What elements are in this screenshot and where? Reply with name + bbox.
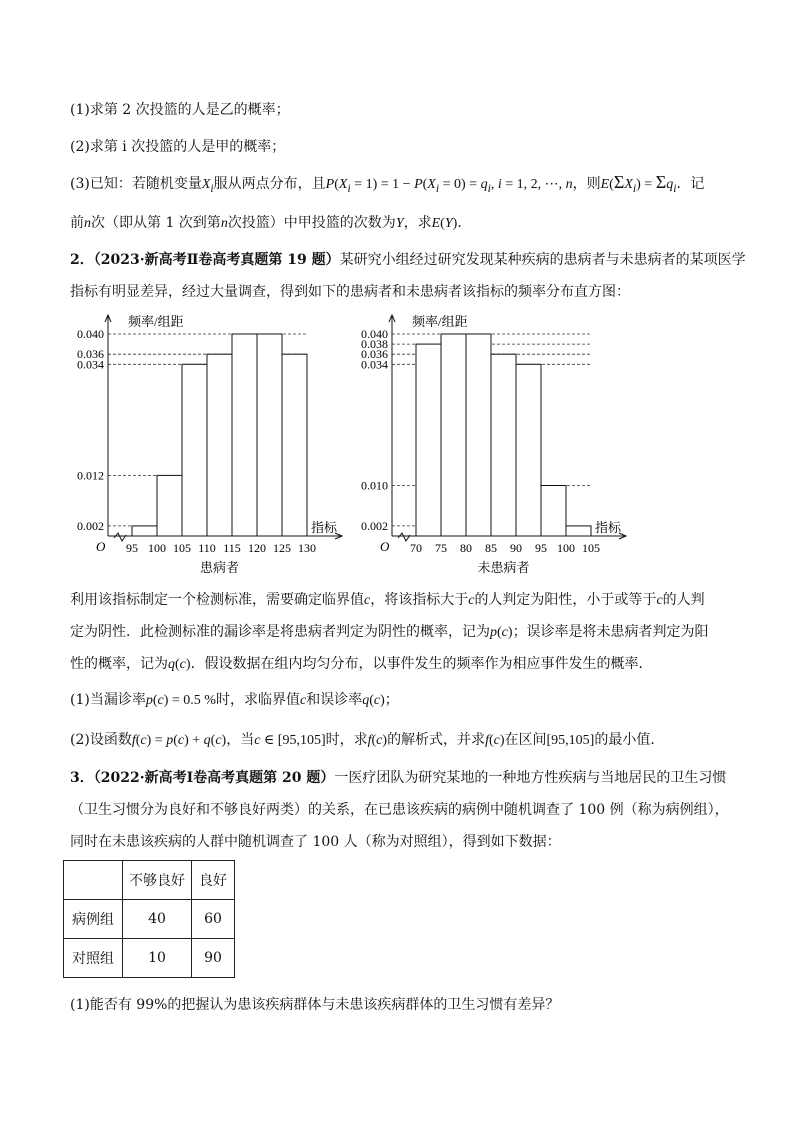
- x-axis-label: 指标: [595, 520, 622, 535]
- q1-sub3-c: ，则: [572, 176, 601, 192]
- x-tick-label: 95: [126, 541, 138, 555]
- table-row: [64, 900, 235, 939]
- table-header-cell: [64, 861, 123, 900]
- histogram-bar: [466, 334, 491, 536]
- y-axis-label: 频率/组距: [412, 314, 468, 329]
- table-row: [64, 939, 235, 978]
- y-tick-label: 0.034: [361, 357, 388, 372]
- x-tick-label: 130: [298, 541, 316, 555]
- axis-break-mark: [398, 533, 410, 541]
- q2-line1: [70, 250, 746, 270]
- q3-source: （2022·新高考Ⅰ卷高考真题第 20 题）: [93, 770, 335, 786]
- q2-l5b: ．假设数据在组内均匀分布，以事件发生的频率作为相应事件发生的概率．: [190, 656, 653, 672]
- q1-sub3: (3)已知：若随机变量$X_i$服从两点分布，且$P(X_i = 1) = 1 - P(X_i = 0) = q_i$, i = 1, 2, ⋯, n，则$E(\Sigma X_i) = \Sigma q_i$．记: [70, 172, 705, 195]
- y-axis-label: 频率/组距: [128, 314, 184, 329]
- q2-source: （2023·新高考Ⅱ卷高考真题第 19 题）: [93, 252, 340, 268]
- x-tick-label: 75: [435, 541, 447, 555]
- q2-l4b: ；误诊率是将未患病者判定为阳: [512, 624, 709, 640]
- histogram-bar: [207, 354, 232, 536]
- q2-s1c: 和误诊率: [306, 692, 363, 708]
- q3-line3: 同时在未患该疾病的人群中随机调查了 100 人（称为对照组），得到如下数据：: [70, 834, 561, 850]
- table-cell: 对照组: [64, 939, 123, 978]
- q2-s2c: 时，求: [325, 732, 368, 748]
- x-tick-label: 105: [173, 541, 191, 555]
- q1-l4a: 前: [70, 215, 84, 231]
- x-tick-label: 85: [485, 541, 497, 555]
- data-table: [63, 860, 235, 978]
- chart-title: 未患病者: [477, 560, 530, 575]
- q1-l4b: 次（即从第 1 次到第: [91, 215, 221, 231]
- x-tick-label: 100: [148, 541, 166, 555]
- q3-line2: （卫生习惯分为良好和不够良好两类）的关系，在已患该疾病的病例中随机调查了 100 例（称为病例组），: [70, 802, 729, 818]
- q2-s2d: 的解析式，并求: [387, 732, 486, 748]
- q2-l3a: 利用该指标制定一个检测标准，需要确定临界值: [70, 592, 364, 608]
- histogram-bar: [257, 334, 282, 536]
- q2-s1b: 时，求临界值: [215, 692, 300, 708]
- x-tick-label: 110: [198, 541, 216, 555]
- histogram-bar: [441, 334, 466, 536]
- q1-l4c: 次投篮）中甲投篮的次数为: [227, 215, 396, 231]
- origin-label: O: [96, 539, 106, 554]
- y-tick-label: 0.036: [361, 347, 388, 362]
- x-tick-label: 90: [510, 541, 522, 555]
- x-tick-label: 95: [535, 541, 547, 555]
- q2-s2e: 在区间: [504, 732, 547, 748]
- x-tick-label: 100: [557, 541, 575, 555]
- x-axis-label: 指标: [311, 520, 338, 535]
- x-tick-label: 105: [582, 541, 600, 555]
- x-tick-label: 80: [460, 541, 472, 555]
- q2-l3d: 的人判: [662, 592, 705, 608]
- table-header-cell: 良好: [192, 861, 235, 900]
- histogram-bar: [491, 354, 516, 536]
- table-cell: 40: [123, 900, 192, 939]
- table-header-cell: 不够良好: [123, 861, 192, 900]
- histogram-bar: [416, 344, 441, 536]
- q1-sub3-d: ．记: [676, 176, 705, 192]
- q2-s2b: ，当: [226, 732, 255, 748]
- table-cell: 10: [123, 939, 192, 978]
- q2-l3c: 的人判定为阳性，小于或等于: [474, 592, 657, 608]
- q2-s1d: ；: [384, 692, 399, 708]
- q1-sub3-b: 服从两点分布，且: [213, 176, 326, 192]
- y-tick-label: 0.036: [77, 347, 104, 362]
- x-tick-label: 120: [248, 541, 266, 555]
- histogram-bar: [566, 526, 591, 536]
- histogram-bar: [182, 364, 207, 536]
- x-tick-label: 70: [410, 541, 422, 555]
- table-cell: 90: [192, 939, 235, 978]
- histogram-bar: [541, 486, 566, 537]
- y-tick-label: 0.040: [361, 327, 388, 341]
- q1-sub1: (1)求第 2 次投篮的人是乙的概率；: [70, 102, 290, 118]
- q1-sub2: (2)求第 i 次投篮的人是甲的概率；: [70, 139, 286, 155]
- q1-l4d: ，求: [403, 215, 432, 231]
- table-cell: 60: [192, 900, 235, 939]
- x-tick-label: 125: [273, 541, 291, 555]
- q2-l5a: 性的概率，记为: [70, 656, 168, 672]
- q2-line5: 性的概率，记为q(c)．假设数据在组内均匀分布，以事件发生的频率作为相应事件发生的概率．: [70, 656, 653, 672]
- histogram-bar: [157, 475, 182, 536]
- q1-sub3-line2: 前n次（即从第 1 次到第n次投篮）中甲投篮的次数为Y，求E(Y)．: [70, 215, 472, 231]
- table-header-row: [64, 861, 235, 900]
- q2-sub2: (2)设函数f(c) = p(c) + q(c)，当c ∈ [95,105]时，求f(c)的解析式，并求f(c)在区间[95,105]的最小值．: [70, 732, 665, 748]
- q1-sub3-a: (3)已知：若随机变量: [70, 176, 202, 192]
- q2-line4: 定为阴性．此检测标准的漏诊率是将患病者判定为阴性的概率，记为p(c)；误诊率是将未患病者判定为阳: [70, 624, 709, 640]
- table-cell: 病例组: [64, 900, 123, 939]
- q2-l4a: 定为阴性．此检测标准的漏诊率是将患病者判定为阴性的概率，记为: [70, 624, 490, 640]
- y-tick-label: 0.010: [361, 478, 388, 493]
- histogram-non-patients: [350, 308, 650, 584]
- axis-break-mark: [114, 533, 126, 541]
- histogram-bar: [232, 334, 257, 536]
- q2-s2f: 的最小值．: [594, 732, 665, 748]
- histogram-bar: [282, 354, 307, 536]
- histogram-bar: [516, 364, 541, 536]
- q2-sub1: (1)当漏诊率p(c) = 0.5 %时，求临界值c和误诊率q(c)；: [70, 692, 399, 708]
- q2-number: 2．: [70, 252, 94, 268]
- origin-label: O: [380, 539, 390, 554]
- q2-l3b: ，将该指标大于: [370, 592, 469, 608]
- histogram-patients: [66, 308, 356, 584]
- y-tick-label: 0.002: [361, 518, 388, 533]
- q2-line3: 利用该指标制定一个检测标准，需要确定临界值c，将该指标大于c的人判定为阳性，小于或等于c的人判: [70, 592, 705, 608]
- y-tick-label: 0.012: [77, 468, 104, 483]
- q2-line2: 指标有明显差异，经过大量调查，得到如下的患病者和未患病者该指标的频率分布直方图：: [70, 284, 630, 300]
- q2-s2a: (2)设函数: [70, 732, 132, 748]
- q2-s1a: (1)当漏诊率: [70, 692, 146, 708]
- q2-line1-text: 某研究小组经过研究发现某种疾病的患病者与未患病者的某项医学: [339, 252, 746, 268]
- y-tick-label: 0.040: [77, 327, 104, 341]
- y-tick-label: 0.002: [77, 518, 104, 533]
- q3-sub1: (1)能否有 99%的把握认为患该疾病群体与未患该疾病群体的卫生习惯有差异？: [70, 997, 560, 1013]
- y-tick-label: 0.034: [77, 357, 104, 372]
- q3-number: 3．: [70, 770, 94, 786]
- q3-line1: [70, 768, 726, 788]
- x-tick-label: 115: [223, 541, 241, 555]
- q3-line1-text: 一医疗团队为研究某地的一种地方性疾病与当地居民的卫生习惯: [334, 770, 727, 786]
- chart-title: 患病者: [199, 560, 240, 575]
- y-tick-label: 0.038: [361, 337, 388, 352]
- histogram-bar: [132, 526, 157, 536]
